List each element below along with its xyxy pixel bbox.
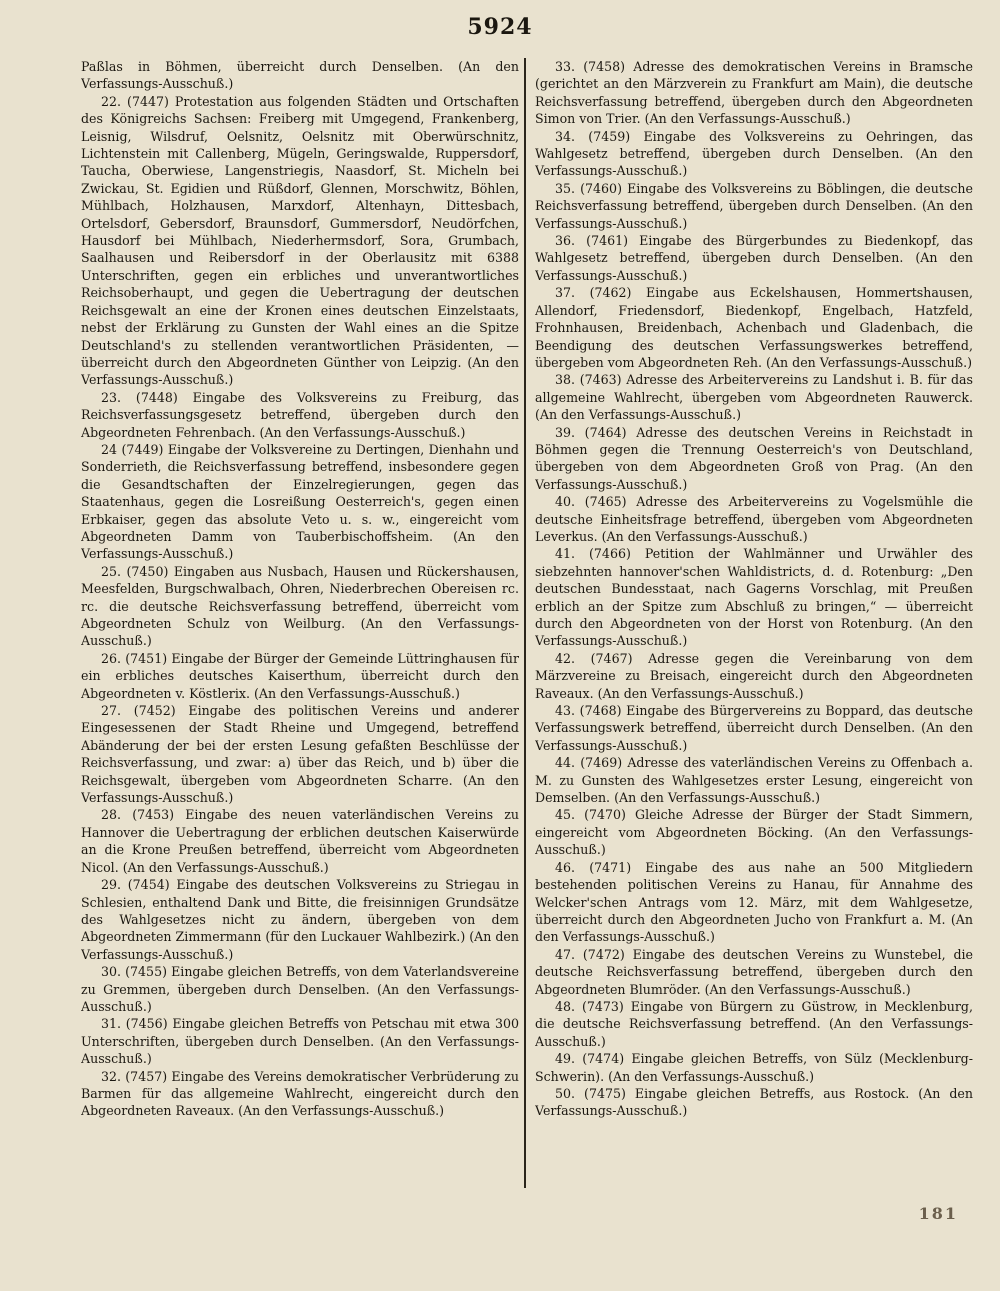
petition-entry: 39. (7464) Adresse des deutschen Vereins in Reichstadt in Böhmen gegen die Trennung Oesterreich's von Deutschland, übergeben von dem Abgeordneten Groß von Prag. (An den Verfassungs-Ausschuß.) xyxy=(535,424,973,492)
petition-entry: 22. (7447) Protestation aus folgenden Städten und Ortschaften des Königreichs Sachsen: Freiberg mit Umgegend, Frankenberg, Leisnig, Wilsdruf, Oelsnitz, Oelsnitz mit Oberwürschnitz, Lichtenstein mit Callenberg, Mügeln, Geringswalde, Ruppersdorf, Taucha, Oberwiese, Langenstriegis, Naasdorf, St. Micheln bei Zwickau, St. Egidien und Rüßdorf, Glennen, Morschwitz, Böhlen, Mühlbach, Holzhausen, Marxdorf, Altenhayn, Dittesbach, Ortelsdorf, Gebersdorf, Braunsdorf, Gummersdorf, Neudörfchen, Hausdorf bei Mühlbach, Niederhermsdorf, Sora, Grumbach, Saalhausen und Reibersdorf in der Oberlausitz mit 6388 Unterschriften, gegen ein erbliches und unverantwortliches Reichsoberhaupt, und gegen die Uebertragung der deutschen Reichsgewalt an eine der Kronen eines deutschen Einzelstaats, nebst der Erklärung zu Gunsten der Wahl eines an die Spitze Deutschland's zu stellenden verantwortlichen Präsidenten, — überreicht durch den Abgeordneten Günther von Leipzig. (An den Verfassungs-Ausschuß.) xyxy=(81,93,519,388)
petition-entry: 38. (7463) Adresse des Arbeitervereins zu Landshut i. B. für das allgemeine Wahlrecht, übergeben vom Abgeordneten Rauwerck. (An den Verfassungs-Ausschuß.) xyxy=(535,372,973,423)
petition-entry: 50. (7475) Eingabe gleichen Betreffs, aus Rostock. (An den Verfassungs-Ausschuß.) xyxy=(535,1085,973,1119)
petition-entry: 25. (7450) Eingaben aus Nusbach, Hausen und Rückershausen, Meesfelden, Burgschwalbach, Ohren, Niederbrechen Obereisen rc. rc. die deutsche Reichsverfassung betreffend, überreicht vom Abgeordneten Schulz von Weilburg. (An den Verfassungs-Ausschuß.) xyxy=(81,563,519,649)
petition-entry: 44. (7469) Adresse des vaterländischen Vereins zu Offenbach a. M. zu Gunsten des Wahlgesetzes erster Lesung, eingereicht von Demselben. (An den Verfassungs-Ausschuß.) xyxy=(535,755,973,806)
petition-entry: 29. (7454) Eingabe des deutschen Volksvereins zu Striegau in Schlesien, enthaltend Dank und Bitte, die freisinnigen Grundsätze des Wahlgesetzes nicht zu ändern, übergeben von dem Abgeordneten Zimmermann (für den Luckauer Wahlbezirk.) (An den Verfassungs-Ausschuß.) xyxy=(81,877,519,962)
petition-entry: 32. (7457) Eingabe des Vereins demokratischer Verbrüderung zu Barmen für das allgemeine Wahlrecht, eingereicht durch den Abgeordneten Raveaux. (An den Verfassungs-Ausschuß.) xyxy=(81,1068,519,1119)
petition-entry: Paßlas in Böhmen, überreicht durch Denselben. (An den Verfassungs-Ausschuß.) xyxy=(81,59,519,92)
petition-entry: 49. (7474) Eingabe gleichen Betreffs, von Sülz (Mecklenburg-Schwerin). (An den Verfassungs-Ausschuß.) xyxy=(535,1051,973,1084)
left-column xyxy=(81,58,519,1186)
petition-entry: 33. (7458) Adresse des demokratischen Vereins in Bramsche (gerichtet an den Märzverein zu Frankfurt am Main), die deutsche Reichsverfassung betreffend, übergeben durch den Abgeordneten Simon von Trier. (An den Verfassungs-Ausschuß.) xyxy=(535,59,973,127)
petition-entry: 34. (7459) Eingabe des Volksvereins zu Oehringen, das Wahlgesetz betreffend, übergeben durch Denselben. (An den Verfassungs-Ausschuß.) xyxy=(535,128,973,179)
right-column xyxy=(535,58,973,1180)
petition-entry: 41. (7466) Petition der Wahlmänner und Urwähler des siebzehnten hannover'schen Wahldistricts, d. d. Rotenburg: „Den deutschen Bundesstaat, nach Gagerns Vorschlag, mit Preußen erblich an der Spitze zum Abschluß zu bringen,“ — überreicht durch den Abgeordneten von der Horst von Rotenburg. (An den Verfassungs-Ausschuß.) xyxy=(535,546,973,649)
petition-entry: 28. (7453) Eingabe des neuen vaterländischen Vereins zu Hannover die Uebertragung der erblichen deutschen Kaiserwürde an die Krone Preußen betreffend, überreicht vom Abgeordneten Nicol. (An den Verfassungs-Ausschuß.) xyxy=(81,807,519,875)
petition-entry: 36. (7461) Eingabe des Bürgerbundes zu Biedenkopf, das Wahlgesetz betreffend, übergeben durch Denselben. (An den Verfassungs-Ausschuß.) xyxy=(535,233,973,283)
petition-entry: 30. (7455) Eingabe gleichen Betreffs, von dem Vaterlandsvereine zu Gremmen, übergeben durch Denselben. (An den Verfassungs-Ausschuß.) xyxy=(81,964,519,1014)
petition-entry: 27. (7452) Eingabe des politischen Vereins und anderer Eingesessenen der Stadt Rheine und Umgegend, betreffend Abänderung der bei der ersten Lesung gefaßten Beschlüsse der Reichsverfassung, und zwar: a) über das Reich, und b) über die Reichsgewalt, übergeben vom Abgeordneten Scharre. (An den Verfassungs-Ausschuß.) xyxy=(81,703,519,806)
page-number: 5924 xyxy=(467,14,533,40)
petition-entry: 46. (7471) Eingabe des aus nahe an 500 Mitgliedern bestehenden politischen Vereins zu Hanau, für Annahme des Welcker'schen Antrags vom 12. März, mit dem Wahlgesetze, überreicht durch den Abgeordneten Jucho von Frankfurt a. M. (An den Verfassungs-Ausschuß.) xyxy=(535,859,973,945)
petition-entry: 26. (7451) Eingabe der Bürger der Gemeinde Lüttringhausen für ein erbliches deutsches Kaiserthum, überreicht durch den Abgeordneten v. Köstlerix. (An den Verfassungs-Ausschuß.) xyxy=(81,650,519,701)
petition-entry: 40. (7465) Adresse des Arbeitervereins zu Vogelsmühle die deutsche Einheitsfrage betreffend, übergeben vom Abgeordneten Leverkus. (An den Verfassungs-Ausschuß.) xyxy=(535,494,973,544)
petition-entry: 24 (7449) Eingabe der Volksvereine zu Dertingen, Dienhahn und Sonderrieth, die Reichsverfassung betreffend, insbesondere gegen die Gesandtschaften der Einzelregierungen, gegen das Staatenhaus, gegen die Losreißung Oesterreich's, gegen einen Erbkaiser, gegen das absolute Veto u. s. w., eingereicht vom Abgeordneten Damm von Tauberbischoffsheim. (An den Verfassungs-Ausschuß.) xyxy=(81,441,519,562)
petition-entry: 31. (7456) Eingabe gleichen Betreffs von Petschau mit etwa 300 Unterschriften, übergeben durch Denselben. (An den Verfassungs-Ausschuß.) xyxy=(81,1016,519,1067)
petition-entry: 45. (7470) Gleiche Adresse der Bürger der Stadt Simmern, eingereicht vom Abgeordneten Böcking. (An den Verfassungs-Ausschuß.) xyxy=(535,807,973,858)
petition-entry: 35. (7460) Eingabe des Volksvereins zu Böblingen, die deutsche Reichsverfassung betreffend, übergeben durch Denselben. (An den Verfassungs-Ausschuß.) xyxy=(535,180,973,231)
petition-entry: 48. (7473) Eingabe von Bürgern zu Güstrow, in Mecklenburg, die deutsche Reichsverfassung betreffend. (An den Verfassungs-Ausschuß.) xyxy=(535,998,973,1049)
petition-entry: 47. (7472) Eingabe des deutschen Vereins zu Wunstebel, die deutsche Reichsverfassung betreffend, übergeben durch den Abgeordneten Blumröder. (An den Verfassungs-Ausschuß.) xyxy=(535,946,973,997)
petition-entry: 42. (7467) Adresse gegen die Vereinbarung von dem Märzvereine zu Breisach, eingereicht durch den Abgeordneten Raveaux. (An den Verfassungs-Ausschuß.) xyxy=(535,650,973,701)
petition-entry: 23. (7448) Eingabe des Volksvereins zu Freiburg, das Reichsverfassungsgesetz betreffend, übergeben durch den Abgeordneten Fehrenbach. (An den Verfassungs-Ausschuß.) xyxy=(81,389,519,440)
petition-entry: 37. (7462) Eingabe aus Eckelshausen, Hommertshausen, Allendorf, Friedensdorf, Biedenkopf, Engelbach, Hatzfeld, Frohnhausen, Breidenbach, Achenbach und Gladenbach, die Beendigung des deutschen Verfassungswerkes betreffend, übergeben vom Abgeordneten Reh. (An den Verfassungs-Ausschuß.) xyxy=(535,285,973,370)
column-divider xyxy=(524,58,526,1188)
petition-entry: 43. (7468) Eingabe des Bürgervereins zu Boppard, das deutsche Verfassungswerk betreffend, überreicht durch Denselben. (An den Verfassungs-Ausschuß.) xyxy=(535,703,973,753)
signature-mark: 181 xyxy=(918,1204,958,1223)
